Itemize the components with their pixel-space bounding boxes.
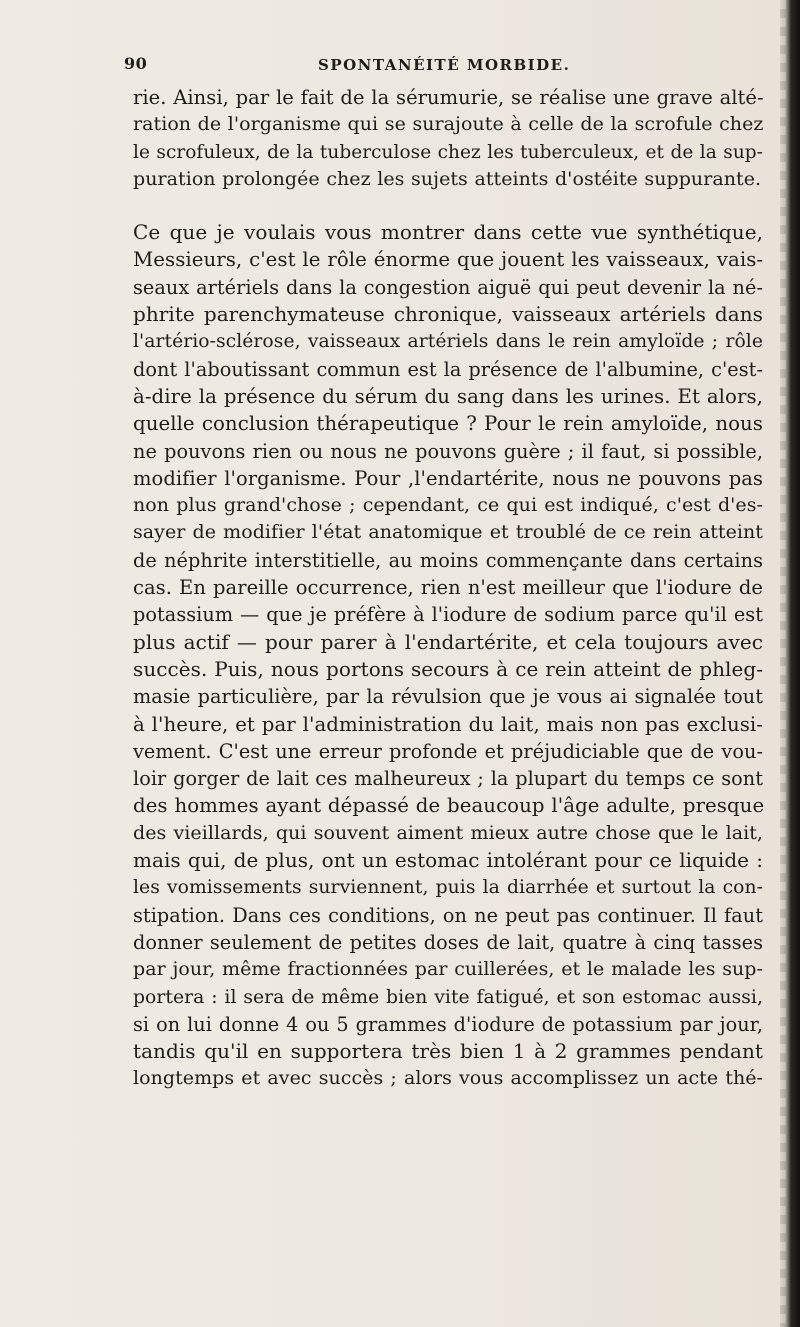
text-line: portera : il sera de même bien vite fatigué, et son estomac aussi,	[133, 986, 763, 1008]
body-text	[133, 84, 763, 1093]
text-line: à-dire la présence du sérum du sang dans les urines. Et alors,	[133, 384, 763, 408]
paragraph-gap	[133, 193, 763, 219]
text-line: longtemps et avec succès ; alors vous accomplissez un acte thé-	[133, 1067, 763, 1090]
text-line: puration prolongée chez les sujets atteints d'ostéite suppurante.	[133, 167, 762, 190]
text-line: potassium — que je préfère à l'iodure de sodium parce qu'il est	[133, 603, 763, 627]
text-line: si on lui donne 4 ou 5 grammes d'iodure de potassium par jour,	[133, 1012, 763, 1036]
text-line: vement. C'est une erreur profonde et préjudiciable que de vou-	[133, 739, 763, 763]
text-line: à l'heure, et par l'administration du lait, mais non pas exclusi-	[133, 712, 763, 736]
text-line: sayer de modifier l'état anatomique et troublé de ce rein atteint	[133, 521, 763, 544]
text-line: des hommes ayant dépassé de beaucoup l'âge adulte, presque	[133, 794, 765, 818]
text-line: modifier l'organisme. Pour ,l'endartérite, nous ne pouvons pas	[133, 466, 763, 490]
text-line: le scrofuleux, de la tuberculose chez les tuberculeux, et de la sup-	[133, 141, 763, 163]
text-line: l'artério-sclérose, vaisseaux artériels dans le rein amyloïde ; rôle	[133, 331, 763, 353]
text-line: des vieillards, qui souvent aiment mieux autre chose que le lait,	[133, 821, 763, 844]
text-line: succès. Puis, nous portons secours à ce rein atteint de phleg-	[133, 656, 763, 681]
text-line: de néphrite interstitielle, au moins commençante dans certains	[133, 548, 763, 572]
text-line: Messieurs, c'est le rôle énorme que jouent les vaisseaux, vais-	[133, 248, 764, 272]
text-line: les vomissements surviennent, puis la diarrhée et surtout la con-	[133, 877, 763, 899]
text-line: dont l'aboutissant commun est la présence de l'albumine, c'est-	[133, 357, 763, 381]
text-line: ration de l'organisme qui se surajoute à celle de la scrofule chez	[133, 113, 764, 136]
text-line: plus actif — pour parer à l'endartérite, et cela toujours avec	[133, 629, 763, 654]
text-line: ne pouvons rien ou nous ne pouvons guère ; il faut, si possible,	[133, 439, 763, 463]
text-line: par jour, même fractionnées par cuillerées, et le malade les sup-	[133, 958, 763, 981]
page-edge-shadow	[780, 0, 800, 1327]
text-line: loir gorger de lait ces malheureux ; la plupart du temps ce sont	[133, 767, 763, 791]
text-line: cas. En pareille occurrence, rien n'est meilleur que l'iodure de	[133, 576, 763, 600]
page-number: 90	[124, 54, 148, 73]
text-line: Ce que je voulais vous montrer dans cette vue synthétique,	[133, 220, 763, 245]
text-line: non plus grand'chose ; cependant, ce qui est indiqué, c'est d'es-	[133, 494, 763, 517]
text-line: donner seulement de petites doses de lait, quatre à cinq tasses	[133, 930, 763, 954]
text-line: masie particulière, par la révulsion que je vous ai signalée tout	[133, 685, 763, 709]
text-line: phrite parenchymateuse chronique, vaisseaux artériels dans	[133, 302, 763, 327]
text-line: quelle conclusion thérapeutique ? Pour le rein amyloïde, nous	[133, 412, 763, 436]
text-line: stipation. Dans ces conditions, on ne peut pas continuer. Il faut	[133, 903, 763, 927]
paragraph-2	[133, 219, 763, 1093]
text-line: tandis qu'il en supportera très bien 1 à 2 grammes pendant	[133, 1039, 763, 1064]
text-line: rie. Ainsi, par le fait de la sérumurie, se réalise une grave alté-	[133, 86, 764, 109]
paragraph-1	[133, 84, 763, 193]
text-line: seaux artériels dans la congestion aiguë qui peut devenir la né-	[133, 275, 763, 299]
page-header	[124, 54, 764, 82]
running-title: SPONTANÉITÉ MORBIDE.	[318, 56, 571, 74]
text-line: mais qui, de plus, ont un estomac intolérant pour ce liquide :	[133, 848, 763, 873]
